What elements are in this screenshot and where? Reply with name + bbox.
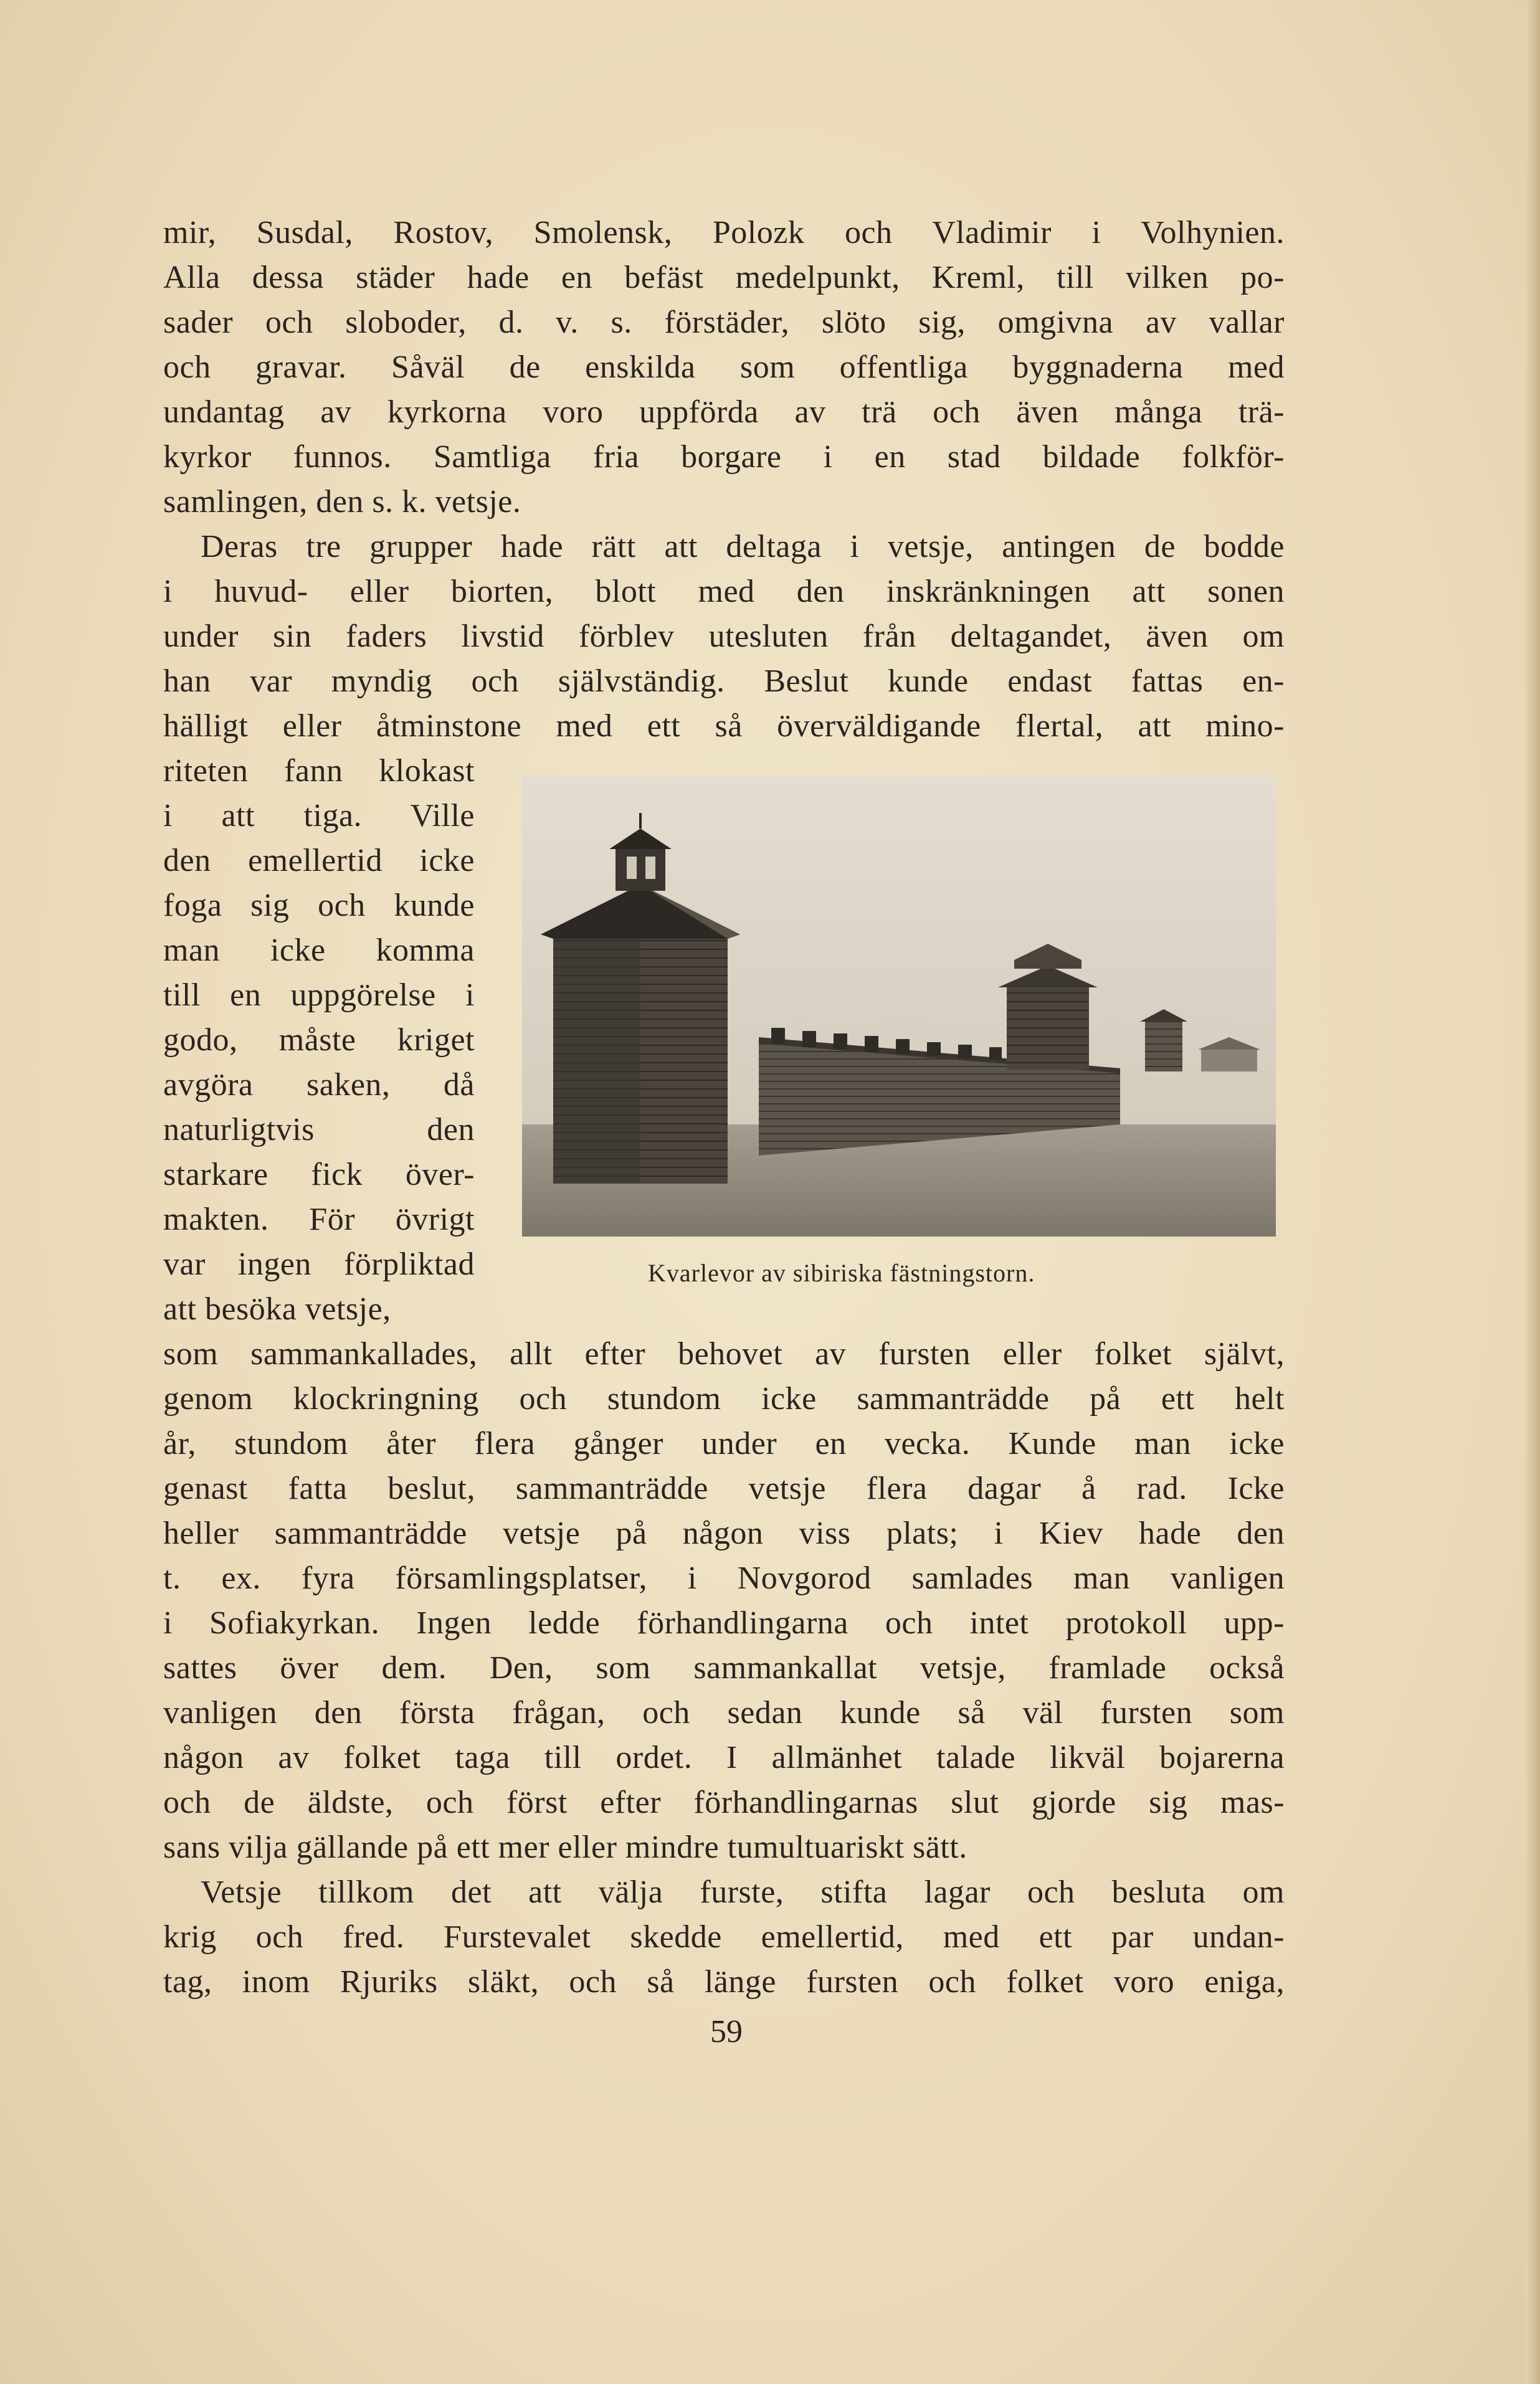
text-line: tag, inom Rjuriks släkt, och så länge fursten och folket voro eniga, [163, 1964, 1285, 2000]
text-line: t. ex. fyra församlingsplatser, i Novgorod samlades man vanligen [163, 1560, 1285, 1596]
text-line: heller sammanträdde vetsje på någon viss plats; i Kiev hade den [163, 1516, 1285, 1551]
text-line: genast fatta beslut, sammanträdde vetsje flera dagar å rad. Icke [163, 1471, 1285, 1506]
text-line: riteten fann klokast [163, 753, 475, 789]
text-line: hälligt eller åtminstone med ett så överväldigande flertal, att mino- [163, 708, 1285, 744]
text-line: Alla dessa städer hade en befäst medelpunkt, Kreml, till vilken po- [163, 260, 1285, 295]
text-line: godo, måste kriget [163, 1022, 475, 1058]
fortress-photograph [522, 776, 1276, 1237]
text-line: starkare fick över- [163, 1157, 475, 1192]
text-line: och gravar. Såväl de enskilda som offentliga byggnaderna med [163, 349, 1285, 385]
text-line: som sammankallades, allt efter behovet av fursten eller folket självt, [163, 1336, 1285, 1372]
text-line: den emellertid icke [163, 843, 475, 878]
text-line: i Sofiakyrkan. Ingen ledde förhandlingarna och intet protokoll upp- [163, 1605, 1285, 1641]
figure-caption: Kvarlevor av sibiriska fästningstorn. [648, 1259, 1035, 1287]
text-line: i att tiga. Ville [163, 798, 475, 833]
text-line: sattes över dem. Den, som sammankallat vetsje, framlade också [163, 1650, 1285, 1686]
text-line: samlingen, den s. k. vetsje. [163, 484, 521, 520]
text-line: sans vilja gällande på ett mer eller mindre tumultuariskt sätt. [163, 1830, 967, 1865]
text-line: i huvud- eller biorten, blott med den inskränkningen att sonen [163, 574, 1285, 609]
text-line: genom klockringning och stundom icke sammanträdde på ett helt [163, 1381, 1285, 1417]
text-line: Vetsje tillkom det att välja furste, stifta lagar och besluta om [201, 1874, 1285, 1910]
text-line: kyrkor funnos. Samtliga fria borgare i en stad bildade folkför- [163, 439, 1285, 475]
page-number: 59 [710, 2014, 743, 2049]
text-line: någon av folket taga till ordet. I allmänhet talade likväl bojarerna [163, 1740, 1285, 1775]
text-line: makten. För övrigt [163, 1202, 475, 1237]
page-edge [1525, 0, 1540, 2384]
text-line: mir, Susdal, Rostov, Smolensk, Polozk och Vladimir i Volhynien. [163, 215, 1285, 250]
text-line: vanligen den första frågan, och sedan kunde så väl fursten som [163, 1695, 1285, 1731]
text-line: krig och fred. Furstevalet skedde emellertid, med ett par undan- [163, 1919, 1285, 1955]
text-line: Deras tre grupper hade rätt att deltaga i vetsje, antingen de bodde [201, 529, 1285, 564]
text-line: till en uppgörelse i [163, 977, 475, 1013]
text-line: han var myndig och självständig. Beslut kunde endast fattas en- [163, 663, 1285, 699]
text-line: avgöra saken, då [163, 1067, 475, 1103]
text-line: under sin faders livstid förblev utesluten från deltagandet, även om [163, 619, 1285, 654]
text-line: naturligtvis den [163, 1112, 475, 1147]
text-line: foga sig och kunde [163, 888, 475, 923]
text-line: år, stundom åter flera gånger under en vecka. Kunde man icke [163, 1426, 1285, 1461]
text-line: var ingen förpliktad [163, 1247, 475, 1282]
text-line: att besöka vetsje, [163, 1291, 391, 1327]
text-line: sader och sloboder, d. v. s. förstäder, slöto sig, omgivna av vallar [163, 305, 1285, 340]
text-line: undantag av kyrkorna voro uppförda av trä och även många trä- [163, 394, 1285, 430]
text-line: och de äldste, och först efter förhandlingarnas slut gjorde sig mas- [163, 1785, 1285, 1820]
text-line: man icke komma [163, 933, 475, 968]
